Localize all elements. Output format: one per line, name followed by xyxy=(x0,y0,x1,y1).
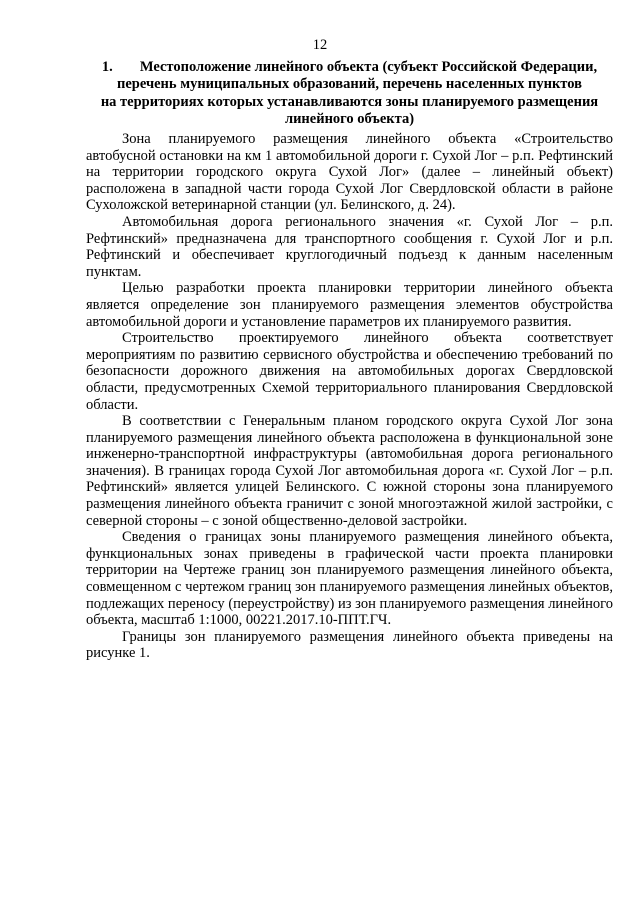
paragraph-3: Целью разработки проекта планировки территории линейного объекта является определение зон планируемого размещения элементов обустройства автомобильной дороги и установление параметров их планируемого развития. xyxy=(86,280,613,330)
paragraph-7: Границы зон планируемого размещения линейного объекта приведены на рисунке 1. xyxy=(86,628,613,662)
paragraph-5: В соответствии с Генеральным планом городского округа Сухой Лог зона планируемого размещения линейного объекта расположена в функциональной зоне инженерно-транспортной инфраструктуры (автомобильная дорога регионального значения). В границах города Сухой Лог автомобильная дорога «г. Сухой Лог – р.п. Рефтинский» является улицей Белинского. С южной стороны зона планируемого размещения линейного объекта граничит с зоной многоэтажной жилой застройки, с северной стороны – с зоной общественно-деловой застройки. xyxy=(86,413,613,529)
heading-line-3: на территориях которых устанавливаются зоны планируемого размещения xyxy=(100,93,599,110)
heading-line-1-text: Местоположение линейного объекта (субъект Российской Федерации, xyxy=(139,59,598,75)
heading-line-4: линейного объекта) xyxy=(284,111,415,128)
paragraph-2: Автомобильная дорога регионального значения «г. Сухой Лог – р.п. Рефтинский» предназначена для транспортного сообщения г. Сухой Лог и р.п. Рефтинский и обеспечивает круглогодичный подъезд к данным населенным пунктам. xyxy=(86,213,613,280)
paragraph-1: Зона планируемого размещения линейного объекта «Строительство автобусной остановки на км 1 автомобильной дороги г. Сухой Лог – р.п. Рефтинский на территории городского округа Сухой Лог» (далее – линейный объект) расположена в западной части города Сухой Лог Свердловской области в районе Сухоложской ветеринарной станции (ул. Белинского, д. 24). xyxy=(86,131,613,214)
section-heading xyxy=(86,59,613,129)
heading-line-2: перечень муниципальных образований, перечень населенных пунктов xyxy=(117,76,582,93)
heading-line-1 xyxy=(86,59,613,76)
paragraph-6: Сведения о границах зоны планируемого размещения линейного объекта, функциональных зонах приведены в графической части проекта планировки территории на Чертеже границ зон планируемого размещения линейного объекта, совмещенном с чертежом границ зон планируемого размещения линейных объектов, подлежащих переносу (переустройству) из зон планируемого размещения линейного объекта, масштаб 1:1000, 00221.2017.10-ППТ.ГЧ. xyxy=(86,529,613,629)
body-text xyxy=(86,131,613,662)
paragraph-4: Строительство проектируемого линейного объекта соответствует мероприятиям по развитию сервисного обустройства и обеспечению требований по безопасности дорожного движения на автомобильных дорогах Свердловской области, предусмотренных Схемой территориального планирования Свердловской области. xyxy=(86,330,613,413)
section-number: 1. xyxy=(101,59,113,75)
page-number: 12 xyxy=(312,37,328,53)
